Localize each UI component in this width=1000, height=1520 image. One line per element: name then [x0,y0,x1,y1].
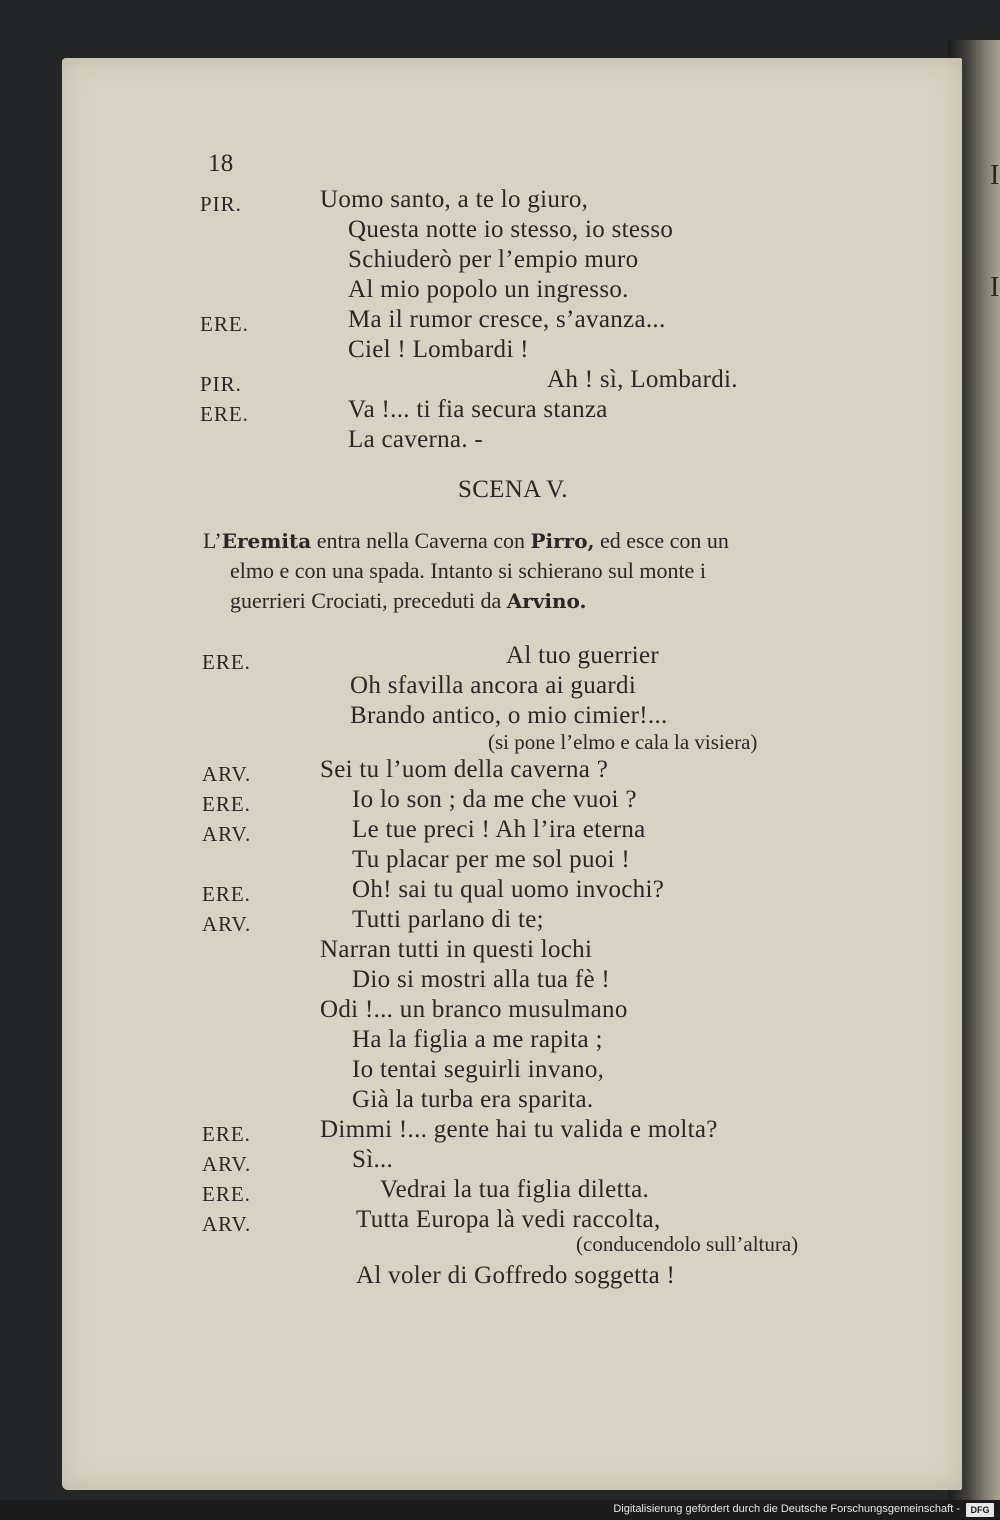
speaker: PIR. [200,192,242,216]
stage-direction-line-1: L’Eremita entra nella Caverna con Pirro, ed esce con un [203,528,729,553]
speaker: PIR. [200,372,242,396]
verse-line: Oh! sai tu qual uomo invochi? [352,876,665,903]
speaker: ERE. [202,650,251,674]
speaker: ARV. [202,822,252,846]
digitization-footer [0,1500,1000,1520]
verse-line: Ah ! sì, Lombardi. [547,366,738,393]
verse-line: Questa notte io stesso, io stesso [348,216,674,243]
verse-line: Brando antico, o mio cimier!... [350,702,668,729]
page-number: 18 [208,150,234,177]
speaker: ARV. [202,762,252,786]
verse-line: Dio si mostri alla tua fè ! [352,966,611,993]
verse-line: Al mio popolo un ingresso. [348,276,629,303]
stage-direction-line-3: guerrieri Crociati, preceduti da Arvino. [230,588,587,613]
speaker: ERE. [200,312,249,336]
verse-line: Ciel ! Lombardi ! [348,336,529,363]
speaker: ERE. [202,1122,251,1146]
speaker: ARV. [202,1152,252,1176]
speaker: ERE. [202,882,251,906]
verse-line: Uomo santo, a te lo giuro, [320,186,589,213]
verse-line: Odi !... un branco musulmano [320,996,628,1023]
stage-direction: (si pone l’elmo e cala la visiera) [488,730,758,754]
verse-line: Tutta Europa là vedi raccolta, [356,1206,661,1233]
verse-line: Dimmi !... gente hai tu valida e molta? [320,1116,718,1143]
speaker: ARV. [202,912,252,936]
verse-line: Ha la figlia a me rapita ; [352,1026,603,1053]
stage-direction-line-2: elmo e con una spada. Intanto si schierano sul monte i [230,558,706,583]
speaker: ARV. [202,1212,252,1236]
verse-line: Sì... [352,1146,394,1173]
speaker: ERE. [200,402,249,426]
verse-line: Già la turba era sparita. [352,1086,594,1113]
dfg-logo: DFG [966,1503,994,1517]
verse-line: La caverna. - [348,426,484,453]
verse-line: Narran tutti in questi lochi [320,936,593,963]
verse-line: Le tue preci ! Ah l’ira eterna [352,816,646,843]
speaker: ERE. [202,792,251,816]
verse-line: Ma il rumor cresce, s’avanza... [348,306,666,333]
verse-line: Al voler di Goffredo soggetta ! [356,1262,676,1289]
adjacent-page-fragment: I [990,160,1000,191]
verse-line: Schiuderò per l’empio muro [348,246,639,273]
verse-line: Io lo son ; da me che vuoi ? [352,786,637,813]
speaker: ERE. [202,1182,251,1206]
verse-line: Tu placar per me sol puoi ! [352,846,630,873]
verse-line: Tutti parlano di te; [352,906,544,933]
verse-line: Io tentai seguirli invano, [352,1056,605,1083]
footer-credit: Digitalisierung gefördert durch die Deutsche Forschungsgemeinschaft - [613,1503,960,1515]
verse-line: Va !... ti fia secura stanza [348,396,608,423]
scene-title: SCENA V. [458,476,568,503]
verse-line: Vedrai la tua figlia diletta. [380,1176,650,1203]
verse-line: Al tuo guerrier [506,642,660,669]
verse-line: Sei tu l’uom della caverna ? [320,756,609,783]
adjacent-page-fragment: I [990,272,1000,303]
verse-line: Oh sfavilla ancora ai guardi [350,672,637,699]
stage-direction: (conducendolo sull’altura) [576,1232,799,1256]
